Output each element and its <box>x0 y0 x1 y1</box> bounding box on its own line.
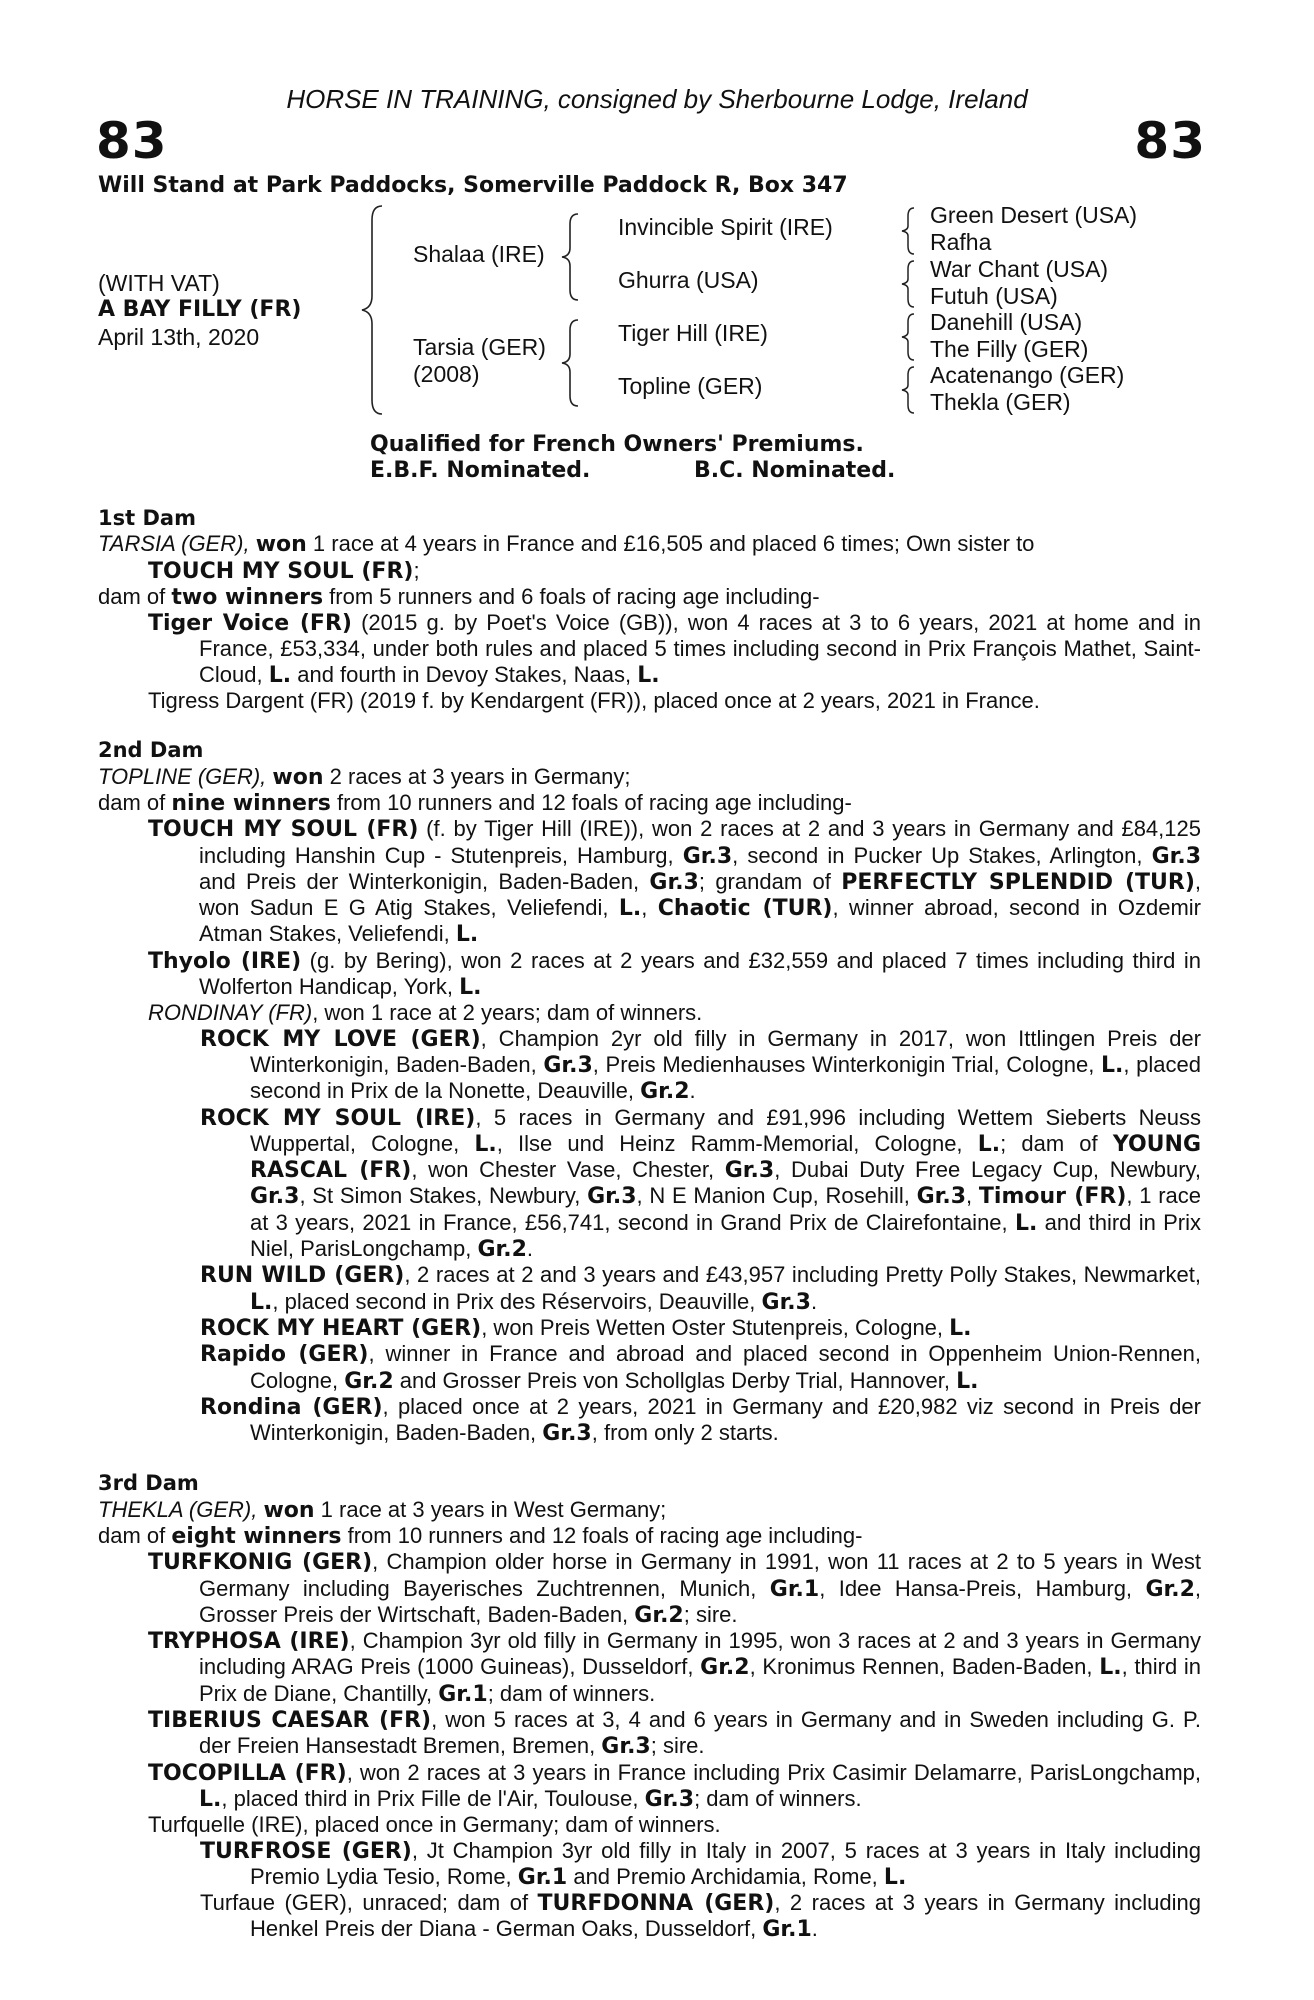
text: Turfaue (GER), unraced; dam of <box>200 1890 538 1916</box>
grandproduce-run-wild <box>98 1262 1201 1315</box>
group-label: Gr.3 <box>543 1052 593 1078</box>
summary-suffix: from 5 runners and 6 foals of racing age including- <box>323 583 820 609</box>
group-label: Gr.3 <box>1151 843 1201 869</box>
turfkonig-name: TURFKONIG (GER) <box>148 1550 373 1576</box>
turfdonna-name: TURFDONNA (GER) <box>537 1891 775 1917</box>
touch-my-soul-name: TOUCH MY SOUL (FR) <box>148 817 419 843</box>
group-label: Gr.2 <box>1145 1576 1195 1602</box>
own-sister-name: TOUCH MY SOUL (FR) <box>148 558 414 584</box>
group-label: Gr.3 <box>601 1734 651 1760</box>
text: ; sire. <box>683 1601 738 1627</box>
text: , Preis Medienhauses Winterkonigin Trial, Cologne, <box>592 1051 1102 1077</box>
text: , winner in France and abroad and placed second in Oppenheim Union-Rennen, Cologne, <box>250 1341 1202 1393</box>
sire-dam-name: Ghurra (USA) <box>618 267 759 293</box>
grandproduce-rapido <box>98 1341 1201 1394</box>
second-dam-heading: 2nd Dam <box>98 738 204 763</box>
text: , won Preis Wetten Oster Stutenpreis, Cologne, <box>481 1314 950 1340</box>
tryphosa-name: TRYPHOSA (IRE) <box>148 1629 350 1655</box>
pedigree-brace-dam <box>560 318 590 408</box>
text: ; dam of <box>1000 1130 1113 1156</box>
group-label: Gr.2 <box>344 1368 394 1394</box>
grandproduce-rondina <box>98 1394 1201 1447</box>
pedigree-brace-sire <box>560 212 590 302</box>
group-label: Gr.1 <box>762 1917 812 1943</box>
vat-note: (WITH VAT) <box>98 270 220 296</box>
second-dam-produce-summary <box>98 790 1201 816</box>
group-label: Gr.2 <box>477 1237 527 1263</box>
group-label: Gr.3 <box>649 869 699 895</box>
listed-label: L. <box>618 896 642 922</box>
tiger-voice-text: (2015 g. by Poet's Voice (GB)), won 4 races at 3 to 6 years, 2021 at home and in France, £53,334, under both rules and placed 5 times including second in Prix François Mathet, Saint-Cloud, <box>199 610 1201 687</box>
winner-count: two winners <box>171 584 324 610</box>
group-label: Gr.3 <box>250 1184 300 1210</box>
text: and Preis der Winterkonigin, Baden-Baden, <box>199 868 650 894</box>
text: ; grandam of <box>698 868 842 894</box>
text: , won Sadun E G Atig Stakes, Veliefendi, <box>199 868 1201 921</box>
text: and third in Prix Niel, ParisLongchamp, <box>250 1209 1201 1262</box>
listed-label: L. <box>1101 1052 1124 1078</box>
text: ; sire. <box>650 1733 705 1759</box>
grandproduce-rock-my-heart <box>98 1315 1201 1341</box>
text: , placed second in Prix de la Nonette, Deauville, <box>250 1051 1201 1104</box>
group-label: Gr.3 <box>916 1184 967 1210</box>
text: (f. by Tiger Hill (IRE)), won 2 races at 2 and 3 years in Germany and £84,125 including Hanshin Cup - Stutenpreis, Hamburg, <box>199 816 1201 868</box>
g1-name: Green Desert (USA) <box>930 202 1138 228</box>
text: ; dam of winners. <box>487 1680 656 1706</box>
sire-sire-name: Invincible Spirit (IRE) <box>618 214 833 240</box>
text: , placed second in Prix des Réservoirs, Deauville, <box>272 1288 762 1314</box>
text: , Kronimus Rennen, Baden-Baden, <box>749 1654 1100 1680</box>
text: . <box>811 1916 818 1942</box>
bc-nominated: B.C. Nominated. <box>694 458 896 483</box>
group-label: Gr.3 <box>682 843 733 869</box>
listed-label: L. <box>474 1131 497 1157</box>
rondinay-name: RONDINAY (FR) <box>148 1000 313 1026</box>
pedigree-brace-g2 <box>900 259 922 309</box>
group-label: Gr.3 <box>724 1158 775 1184</box>
text: , 2 races at 2 and 3 years and £43,957 including Pretty Polly Stakes, Newmarket, <box>404 1262 1201 1288</box>
thyolo-name: Thyolo (IRE) <box>148 948 302 974</box>
listed-label: L. <box>883 1864 907 1890</box>
won-label: won <box>263 1497 315 1523</box>
first-dam-heading: 1st Dam <box>98 506 196 530</box>
text: , Grosser Preis der Wirtschaft, Baden-Baden, <box>199 1575 1201 1627</box>
dam-sire-name: Tiger Hill (IRE) <box>618 320 768 346</box>
listed-label: L. <box>250 1289 273 1315</box>
third-dam-text: 1 race at 3 years in West Germany; <box>314 1496 667 1522</box>
g5-name: Danehill (USA) <box>930 309 1083 335</box>
rock-my-love-name: ROCK MY LOVE (GER) <box>200 1026 481 1052</box>
text: , winner abroad, second in Ozdemir Atman Stakes, Veliefendi, <box>199 895 1201 947</box>
group-label: Gr.1 <box>769 1576 820 1602</box>
third-dam-heading: 3rd Dam <box>98 1471 199 1496</box>
second-dam-record <box>98 764 1201 790</box>
run-wild-name: RUN WILD (GER) <box>200 1263 405 1289</box>
lot-number-left: 83 <box>96 112 168 170</box>
summary-suffix: from 10 runners and 12 foals of racing age including- <box>341 1522 863 1548</box>
group-label: Gr.3 <box>542 1421 592 1447</box>
text: , 2 races at 3 years in Germany including Henkel Preis der Diana - German Oaks, Dusseldorf, <box>250 1890 1202 1942</box>
won-label: won <box>255 532 307 558</box>
g4-name: Futuh (USA) <box>930 283 1058 309</box>
tocopilla-name: TOCOPILLA (FR) <box>148 1760 347 1786</box>
produce-tocopilla <box>98 1760 1201 1813</box>
tiger-voice-name: Tiger Voice (FR) <box>148 611 352 637</box>
dam-dam-name: Topline (GER) <box>618 373 763 399</box>
text: , placed third in Prix Fille de l'Air, Toulouse, <box>221 1785 645 1811</box>
rock-my-soul-name: ROCK MY SOUL (IRE) <box>200 1105 476 1131</box>
text: , Ilse und Heinz Ramm-Memorial, Cologne, <box>496 1130 978 1156</box>
second-dam-name: TOPLINE (GER), <box>98 763 267 789</box>
rapido-name: Rapido (GER) <box>200 1342 369 1368</box>
first-dam-name: TARSIA (GER), <box>98 531 250 557</box>
produce-turfkonig <box>98 1549 1201 1628</box>
listed-label: L. <box>1014 1210 1038 1236</box>
produce-rondinay <box>98 1000 1201 1025</box>
summary-prefix: dam of <box>98 583 172 609</box>
rondina-name: Rondina (GER) <box>200 1394 383 1420</box>
group-label: Gr.2 <box>640 1079 690 1105</box>
produce-thyolo <box>98 948 1201 1001</box>
pedigree-brace-g3 <box>900 312 922 362</box>
grandproduce-turfaue <box>98 1890 1201 1943</box>
group-label: Gr.1 <box>517 1864 568 1890</box>
group-label: Gr.2 <box>634 1602 684 1628</box>
own-sister-end: ; <box>413 557 420 583</box>
first-dam-text: 1 race at 4 years in France and £16,505 and placed 6 times; Own sister to <box>306 531 1035 557</box>
stand-location: Will Stand at Park Paddocks, Somerville Paddock R, Box 347 <box>98 173 848 198</box>
first-dam-produce-summary <box>98 584 1201 610</box>
g2-name: Rafha <box>930 229 992 255</box>
listed-label: L. <box>455 922 479 948</box>
perfectly-splendid-name: PERFECTLY SPLENDID (TUR) <box>841 869 1195 895</box>
listed-label: L. <box>1099 1655 1122 1681</box>
group-label: Gr.1 <box>438 1681 488 1707</box>
sire-name: Shalaa (IRE) <box>413 241 545 267</box>
text: , <box>641 895 658 921</box>
summary-prefix: dam of <box>98 789 172 815</box>
listed-label: L. <box>977 1131 1001 1157</box>
text: , Champion older horse in Germany in 1991, won 11 races at 2 to 5 years in West Germany including Bayerisches Zuchtrennen, Munich, <box>199 1549 1201 1601</box>
text: (g. by Bering), won 2 races at 2 years and £32,559 and placed 7 times including third in Wolferton Handicap, York, <box>199 947 1201 1000</box>
turfrose-name: TURFROSE (GER) <box>200 1838 412 1864</box>
text: . <box>689 1078 696 1104</box>
text: , won Chester Vase, Chester, <box>411 1157 725 1183</box>
horse-name: A BAY FILLY (FR) <box>98 297 302 322</box>
listed-label: L. <box>268 662 292 688</box>
ebf-nominated: E.B.F. Nominated. <box>370 458 591 483</box>
catalogue-body <box>98 506 1201 1943</box>
produce-tiger-voice <box>98 610 1201 688</box>
first-dam-record <box>98 531 1201 557</box>
listed-label: L. <box>956 1368 979 1394</box>
second-dam-text: 2 races at 3 years in Germany; <box>323 763 631 789</box>
text: , Champion 3yr old filly in Germany in 1995, won 3 races at 2 and 3 years in Germany including ARAG Preis (1000 Guineas), Dusseldorf, <box>199 1628 1201 1680</box>
third-dam-name: THEKLA (GER), <box>98 1496 258 1522</box>
text: , Jt Champion 3yr old filly in Italy in 2007, 5 races at 3 years in Italy including Premio Lydia Tesio, Rome, <box>250 1837 1201 1889</box>
group-label: Gr.3 <box>761 1289 811 1315</box>
text: , Dubai Duty Free Legacy Cup, Newbury, <box>774 1157 1201 1183</box>
text: , <box>966 1183 979 1209</box>
chaotic-name: Chaotic (TUR) <box>657 896 833 922</box>
dam-year: (2008) <box>413 361 480 387</box>
produce-tigress-dargent: Tigress Dargent (FR) (2019 f. by Kendargent (FR)), placed once at 2 years, 2021 in France. <box>148 688 1040 714</box>
text: , 1 race at 3 years, 2021 in France, £56,741, second in Grand Prix de Clairefontaine, <box>250 1183 1201 1235</box>
text: . <box>810 1288 818 1314</box>
listed-label: L. <box>199 1786 222 1812</box>
winner-count: eight winners <box>171 1523 342 1549</box>
listed-label: L. <box>459 975 482 1001</box>
text: , won 2 races at 3 years in France including Prix Casimir Delamarre, ParisLongchamp, <box>346 1759 1202 1785</box>
g3-name: War Chant (USA) <box>930 256 1109 282</box>
group-label: Gr.3 <box>644 1786 695 1812</box>
group-label: Gr.2 <box>700 1655 750 1681</box>
grandproduce-turfrose <box>98 1838 1201 1891</box>
listed-label: L. <box>637 662 660 688</box>
text: , Idee Hansa-Preis, Hamburg, <box>819 1575 1146 1601</box>
lot-number-right: 83 <box>1134 112 1206 170</box>
summary-suffix: from 10 runners and 12 foals of racing age including- <box>330 789 852 815</box>
dam-name: Tarsia (GER) <box>413 334 546 360</box>
pedigree-brace-g4 <box>900 365 922 415</box>
text: , St Simon Stakes, Newbury, <box>299 1183 588 1209</box>
catalogue-header: HORSE IN TRAINING, consigned by Sherbourne Lodge, Ireland <box>286 84 1028 114</box>
winner-count: nine winners <box>171 790 331 816</box>
text: , won 1 race at 2 years; dam of winners. <box>312 1000 703 1026</box>
text: , N E Manion Cup, Rosehill, <box>636 1183 917 1209</box>
text: , 5 races in Germany and £91,996 including Wettem Sieberts Neuss Wuppertal, Cologne, <box>250 1104 1201 1156</box>
third-dam-record <box>98 1497 1201 1523</box>
g6-name: The Filly (GER) <box>930 336 1089 362</box>
grandproduce-rock-my-soul <box>98 1105 1201 1263</box>
owners-premiums: Qualified for French Owners' Premiums. <box>370 432 864 457</box>
text: , placed once at 2 years, 2021 in Germany and £20,982 viz second in Preis der Winterkonigin, Baden-Baden, <box>250 1393 1201 1446</box>
foaling-date: April 13th, 2020 <box>98 324 260 350</box>
rock-my-heart-name: ROCK MY HEART (GER) <box>200 1315 482 1341</box>
g7-name: Acatenango (GER) <box>930 362 1125 388</box>
summary-prefix: dam of <box>98 1522 172 1548</box>
text: , Champion 2yr old filly in Germany in 2017, won Ittlingen Preis der Winterkonigin, Baden-Baden, <box>250 1025 1201 1077</box>
text: , from only 2 starts. <box>591 1420 779 1446</box>
won-label: won <box>272 764 324 790</box>
produce-tryphosa <box>98 1628 1201 1707</box>
third-dam-produce-summary <box>98 1523 1201 1549</box>
timour-name: Timour (FR) <box>978 1184 1127 1210</box>
text: . <box>526 1236 534 1262</box>
young-rascal-name: YOUNG RASCAL (FR) <box>250 1131 1201 1184</box>
tiger-voice-text-2: and fourth in Devoy Stakes, Naas, <box>291 661 638 687</box>
text: , third in Prix de Diane, Chantilly, <box>199 1654 1201 1706</box>
produce-turfquelle: Turfquelle (IRE), placed once in Germany; dam of winners. <box>148 1812 721 1838</box>
pedigree-brace-main <box>360 200 400 420</box>
text: , won 5 races at 3, 4 and 6 years in Germany and in Sweden including G. P. der Freien Hansestadt Bremen, Bremen, <box>199 1707 1201 1759</box>
produce-touch-my-soul <box>98 816 1201 947</box>
grandproduce-rock-my-love <box>98 1026 1201 1105</box>
own-sister-line <box>98 558 1201 584</box>
text: and Grosser Preis von Schollglas Derby Trial, Hannover, <box>393 1367 957 1393</box>
text: ; dam of winners. <box>694 1785 862 1811</box>
produce-tiberius-caesar <box>98 1707 1201 1760</box>
listed-label: L. <box>949 1315 972 1341</box>
group-label: Gr.3 <box>587 1184 637 1210</box>
tiberius-caesar-name: TIBERIUS CAESAR (FR) <box>148 1708 432 1734</box>
text: , second in Pucker Up Stakes, Arlington, <box>732 842 1152 868</box>
pedigree-brace-g1 <box>900 206 922 256</box>
text: and Premio Archidamia, Rome, <box>567 1863 884 1889</box>
g8-name: Thekla (GER) <box>930 389 1071 415</box>
